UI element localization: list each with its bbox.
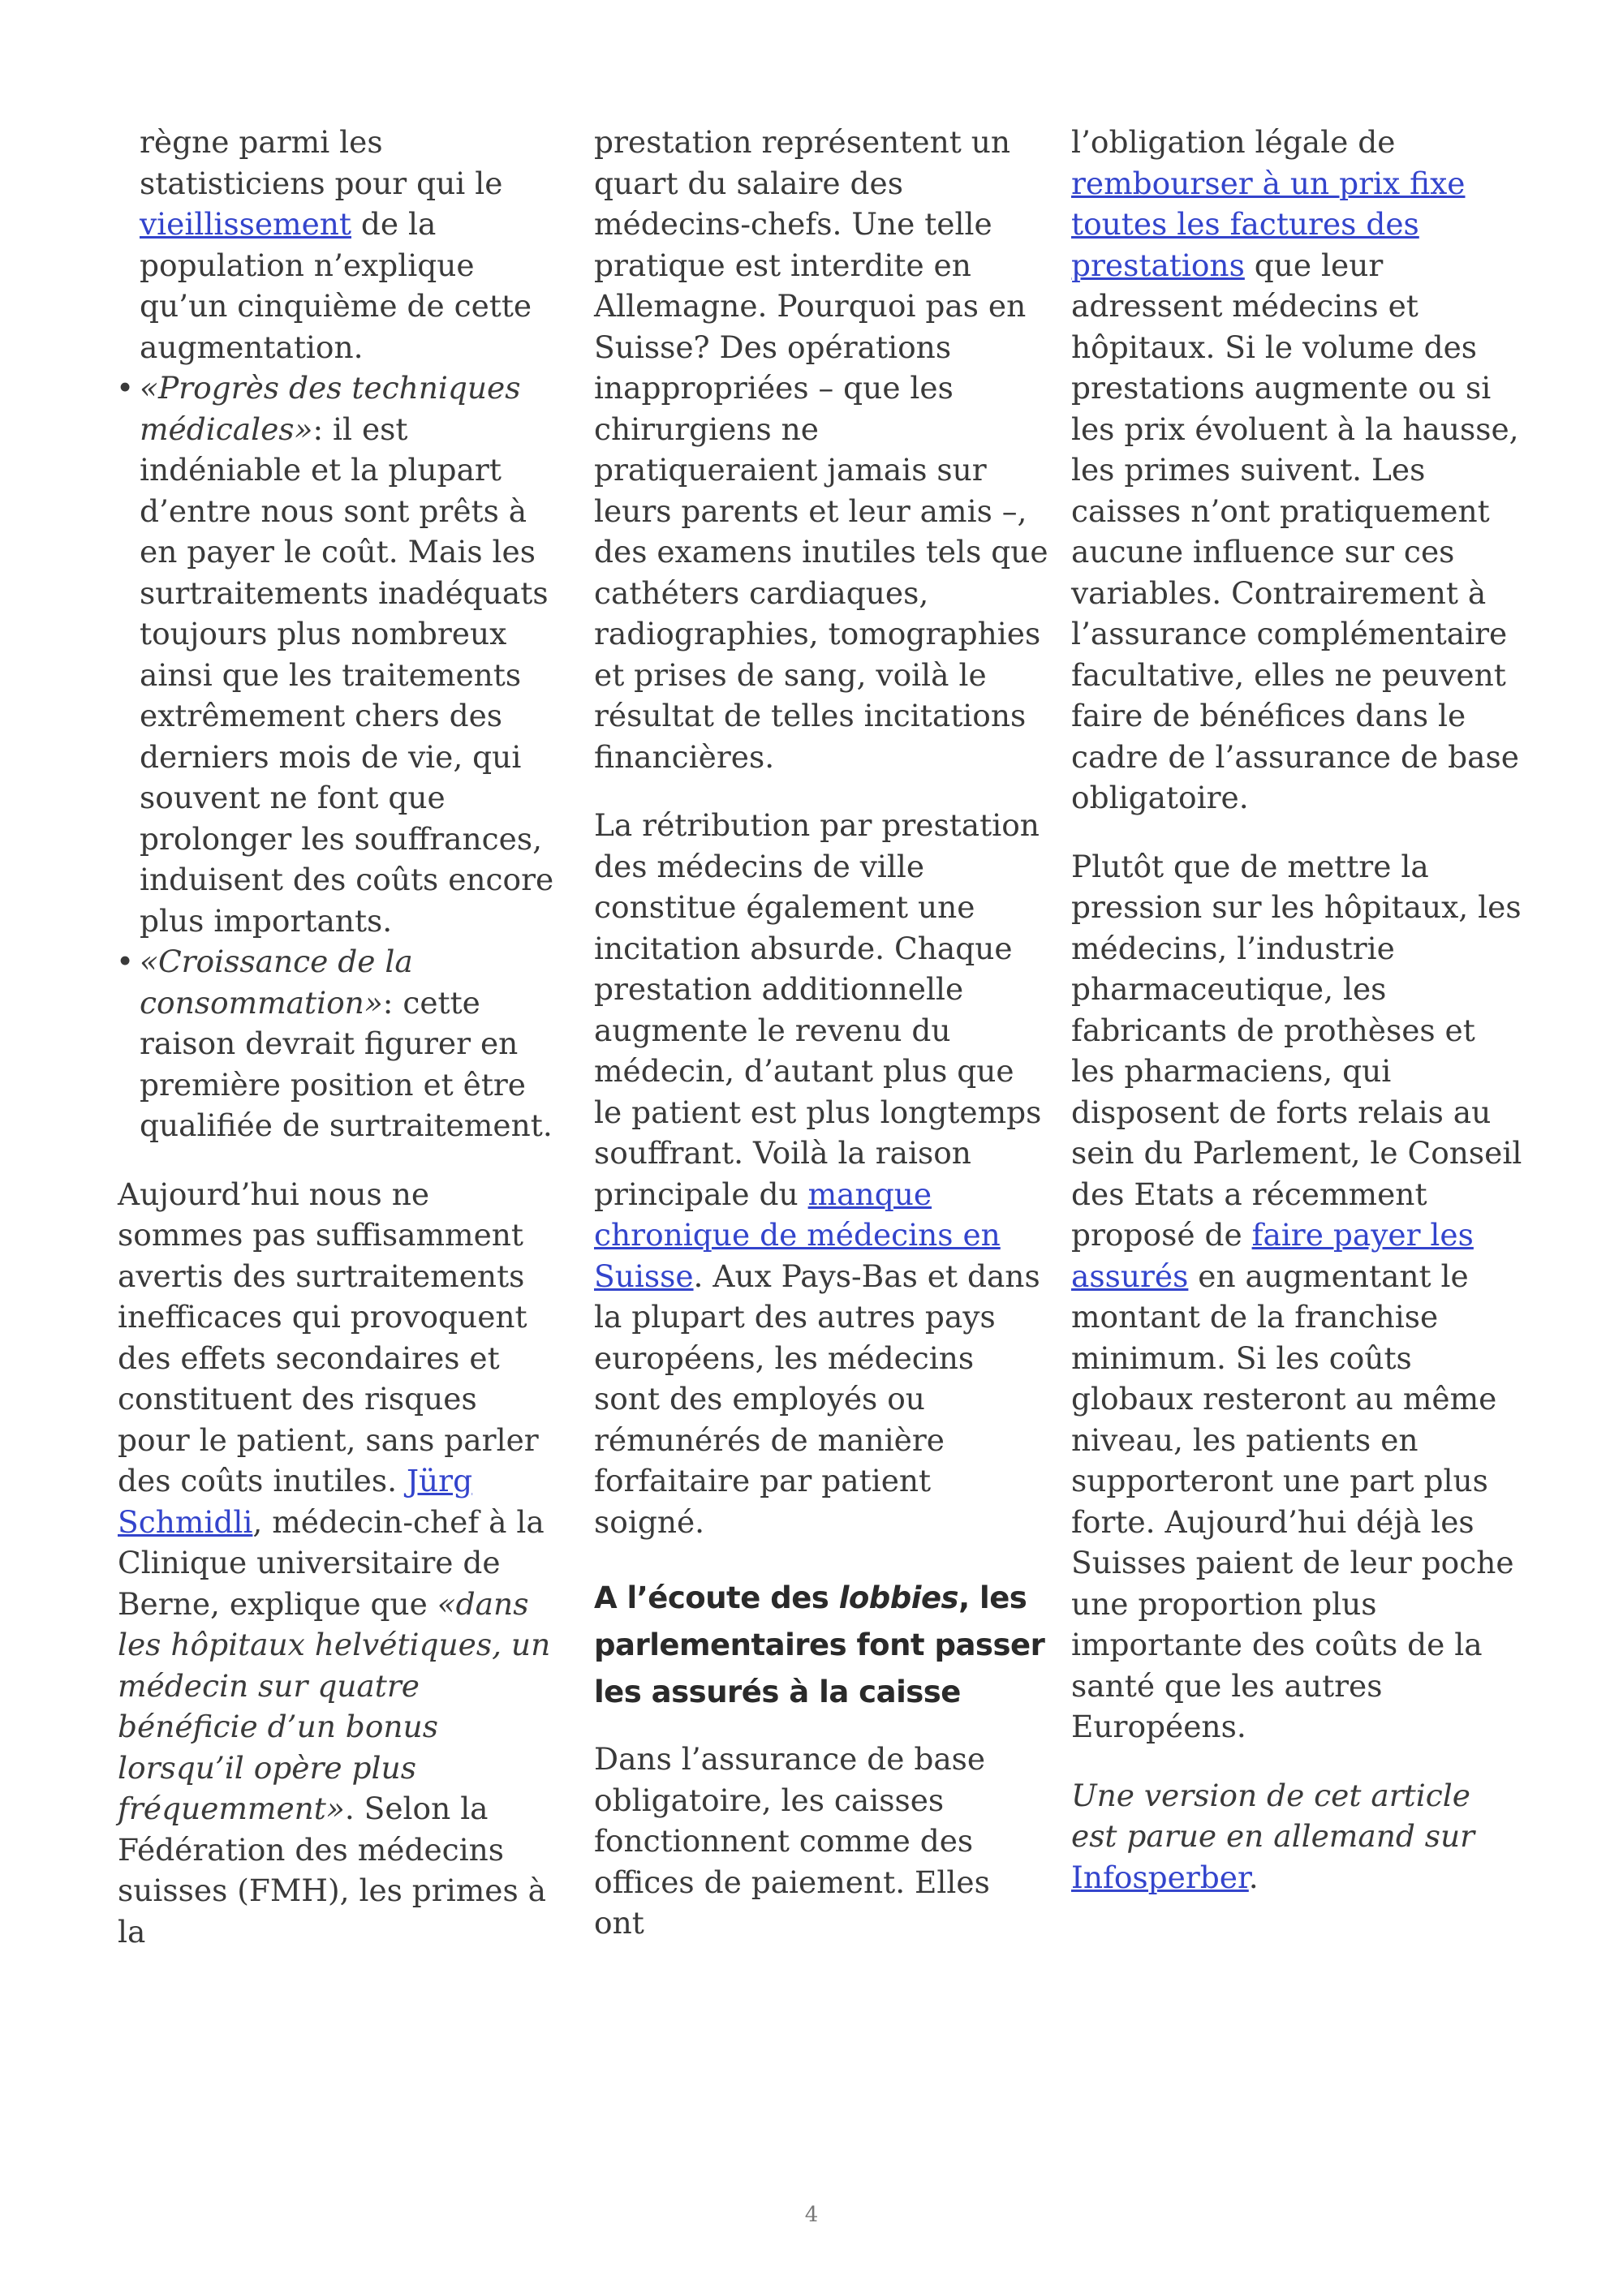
- paragraph-obligation: l’obligation légale de rembourser à un prix fixe toutes les factures des prestations que leur adressent médecins et hôpitaux. Si le volume des prestations augmente ou si les prix évoluent à la hausse, les primes suivent. Les caisses n’ont pratiquement aucune influence sur ces variables. Contrairement à l’assurance complémentaire facultative, elles ne peuvent faire de bénéfices dans le cadre de l’assurance de base obligatoire.: [1071, 124, 1519, 815]
- paragraph-version-note: Une version de cet article est parue en allemand sur Infosperber.: [1071, 1777, 1475, 1895]
- column-3: [1071, 122, 1526, 1898]
- paragraph-prestation: prestation représentent un quart du salaire des médecins-chefs. Une telle pratique est interdite en Allemagne. Pourquoi pas en Suisse? Des opérations inappropriées – que les chirurgiens ne pratiqueraient jamais sur leurs parents et leur amis –, des examens inutiles tels que cathéters cardiaques, radiographies, tomographies et prises de sang, voilà le résultat de telles incitations financières.: [594, 124, 1048, 775]
- section-heading: A l’écoute des lobbies, les parlementaires font passer les assurés à la caisse: [594, 1580, 1045, 1709]
- link-manque-medecins[interactable]: manque chronique de médecins en Suisse: [594, 1176, 1001, 1294]
- page-number: 4: [804, 2203, 819, 2227]
- bullet-icon: •: [116, 370, 135, 406]
- column-1: [118, 122, 556, 1952]
- paragraph-continuation: règne parmi les statisticiens pour qui le vieillissement de la population n’explique qu’un cinquième de cette augmentation.: [140, 124, 532, 365]
- link-rembourser[interactable]: rembourser à un prix fixe toutes les factures des prestations: [1071, 165, 1466, 283]
- link-faire-payer[interactable]: faire payer les assurés: [1071, 1217, 1474, 1294]
- list-item: • «Progrès des techniques médicales»: il est indéniable et la plupart d’entre nous sont prêts à en payer le coût. Mais les surtraitements inadéquats toujours plus nombreux ainsi que les traitements extrêmement chers des derniers mois de vie, qui souvent ne font que prolonger les souffrances, induisent des coûts encore plus importants.: [118, 368, 556, 941]
- paragraph-retribution: La rétribution par prestation des médecins de ville constitue également une incitation absurde. Chaque prestation additionnelle augmente le revenu du médecin, d’autant plus que le patient est plus longtemps souffrant. Voilà la raison principale du manque chronique de médecins en Suisse. Aux Pays-Bas et dans la plupart des autres pays européens, les médecins sont des employés ou rémunérés de manière forfaitaire par patient soigné.: [594, 807, 1042, 1540]
- list-item: • «Croissance de la consommation»: cette raison devrait figurer en première position et être qualifiée de surtraitement.: [118, 941, 556, 1146]
- paragraph-assurance-base: Dans l’assurance de base obligatoire, les caisses fonctionnent comme des offices de paiement. Elles ont: [594, 1741, 990, 1941]
- paragraph-conseil-etats: Plutôt que de mettre la pression sur les hôpitaux, les médecins, l’industrie pharmaceutique, les fabricants de prothèses et les pharmaciens, qui disposent de forts relais au sein du Parlement, le Conseil des Etats a récemment proposé de faire payer les assurés en augmentant le montant de la franchise minimum. Si les coûts globaux resteront au même niveau, les patients en supporteront une part plus forte. Aujourd’hui déjà les Suisses paient de leur poche une proportion plus importante des coûts de la santé que les autres Européens.: [1071, 848, 1522, 1744]
- link-vieillissement[interactable]: vieillissement: [140, 206, 351, 242]
- bullet-icon: •: [116, 944, 135, 979]
- link-infosperber[interactable]: Infosperber: [1071, 1859, 1249, 1895]
- paragraph-surtraitements: Aujourd’hui nous ne sommes pas suffisamment avertis des surtraitements inefficaces qui provoquent des effets secondaires et constituent des risques pour le patient, sans parler des coûts inutiles. Jürg Schmidli, médecin-chef à la Clinique universitaire de Berne, explique que «dans les hôpitaux helvétiques, un médecin sur quatre bénéficie d’un bonus lorsqu’il opère plus fréquemment». Selon la Fédération des médecins suisses (FMH), les primes à la: [118, 1176, 551, 1950]
- causes-list: [118, 368, 556, 1146]
- column-2: [594, 122, 1048, 1944]
- link-jurg-schmidli[interactable]: Jürg Schmidli: [118, 1463, 473, 1540]
